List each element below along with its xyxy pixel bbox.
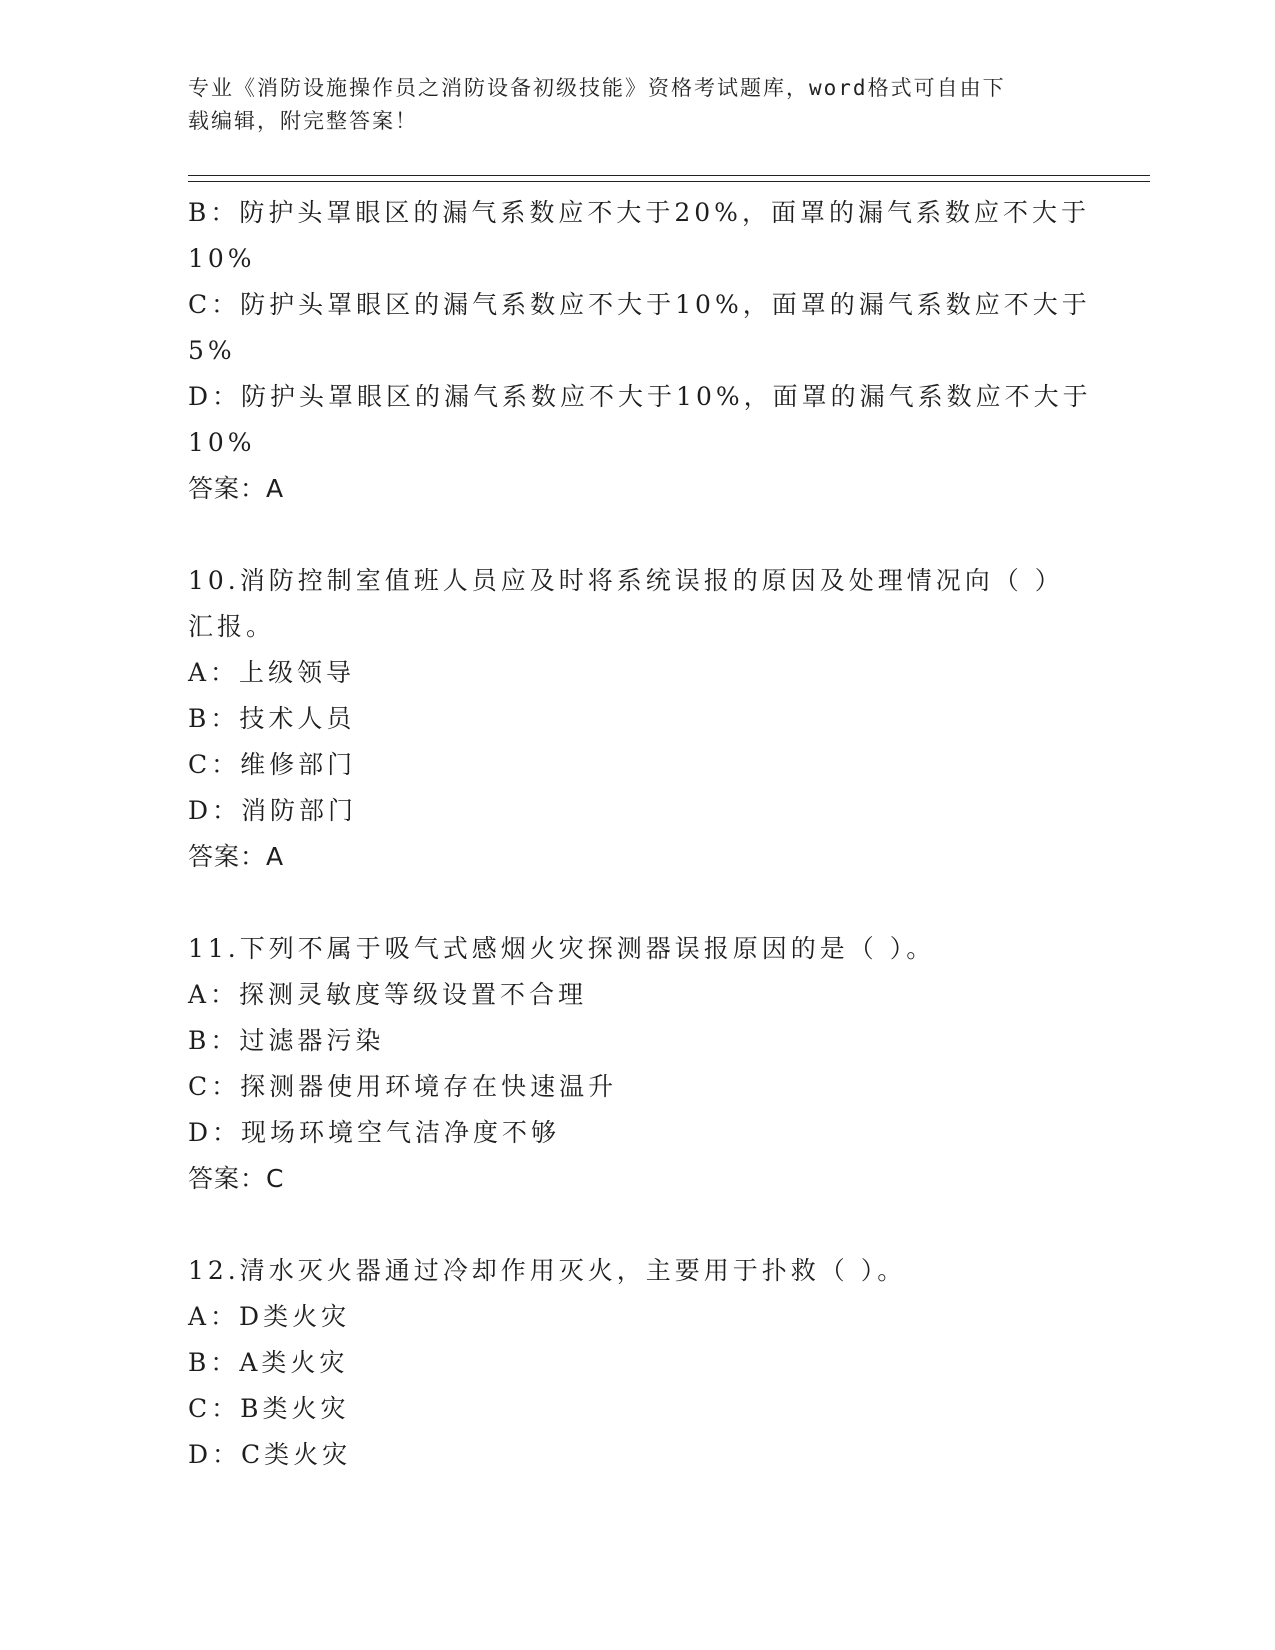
document-header <box>188 72 1088 138</box>
option-b: B：A类火灾 <box>188 1348 349 1377</box>
option-b: B：技术人员 <box>188 704 356 733</box>
option-c: C：维修部门 <box>188 750 357 779</box>
option-b: B：过滤器污染 <box>188 1026 385 1055</box>
option-d: D：现场环境空气洁净度不够 <box>188 1118 561 1147</box>
question-stem-wrap: 汇报。 <box>188 612 276 641</box>
document-body <box>188 190 1092 1478</box>
option-line: C：防护头罩眼区的漏气系数应不大于10%，面罩的漏气系数应不大于 <box>188 290 1091 319</box>
option-line-wrap: 10% <box>188 428 256 457</box>
question-12 <box>188 1248 1088 1478</box>
option-d: D：C类火灾 <box>188 1440 352 1469</box>
answer-line: 答案：A <box>188 474 285 503</box>
option-line-wrap: 5% <box>188 336 236 365</box>
answer-line: 答案：C <box>188 1164 285 1193</box>
option-d: D：消防部门 <box>188 796 358 825</box>
option-a: A：D类火灾 <box>188 1302 351 1331</box>
question-11 <box>188 926 1088 1202</box>
question-stem: 10.消防控制室值班人员应及时将系统误报的原因及处理情况向（ ） <box>188 566 1064 595</box>
option-line-wrap: 10% <box>188 244 256 273</box>
option-c: C：B类火灾 <box>188 1394 350 1423</box>
option-line: D：防护头罩眼区的漏气系数应不大于10%，面罩的漏气系数应不大于 <box>188 382 1092 411</box>
header-rule-top <box>188 175 1150 176</box>
question-10 <box>188 558 1088 880</box>
option-a: A：探测灵敏度等级设置不合理 <box>188 980 588 1009</box>
header-line-2: 载编辑，附完整答案！ <box>188 109 418 133</box>
answer-line: 答案：A <box>188 842 285 871</box>
option-line: B：防护头罩眼区的漏气系数应不大于20%，面罩的漏气系数应不大于 <box>188 198 1090 227</box>
header-rule-bottom <box>188 181 1150 182</box>
question-stem: 12.清水灭火器通过冷却作用灭火，主要用于扑救（ ）。 <box>188 1256 907 1285</box>
option-c: C：探测器使用环境存在快速温升 <box>188 1072 618 1101</box>
question-stem: 11.下列不属于吸气式感烟火灾探测器误报原因的是（ ）。 <box>188 934 936 963</box>
question-fragment <box>188 190 1092 512</box>
header-line-1: 专业《消防设施操作员之消防设备初级技能》资格考试题库，word格式可自由下 <box>188 76 1006 100</box>
option-a: A：上级领导 <box>188 658 356 687</box>
